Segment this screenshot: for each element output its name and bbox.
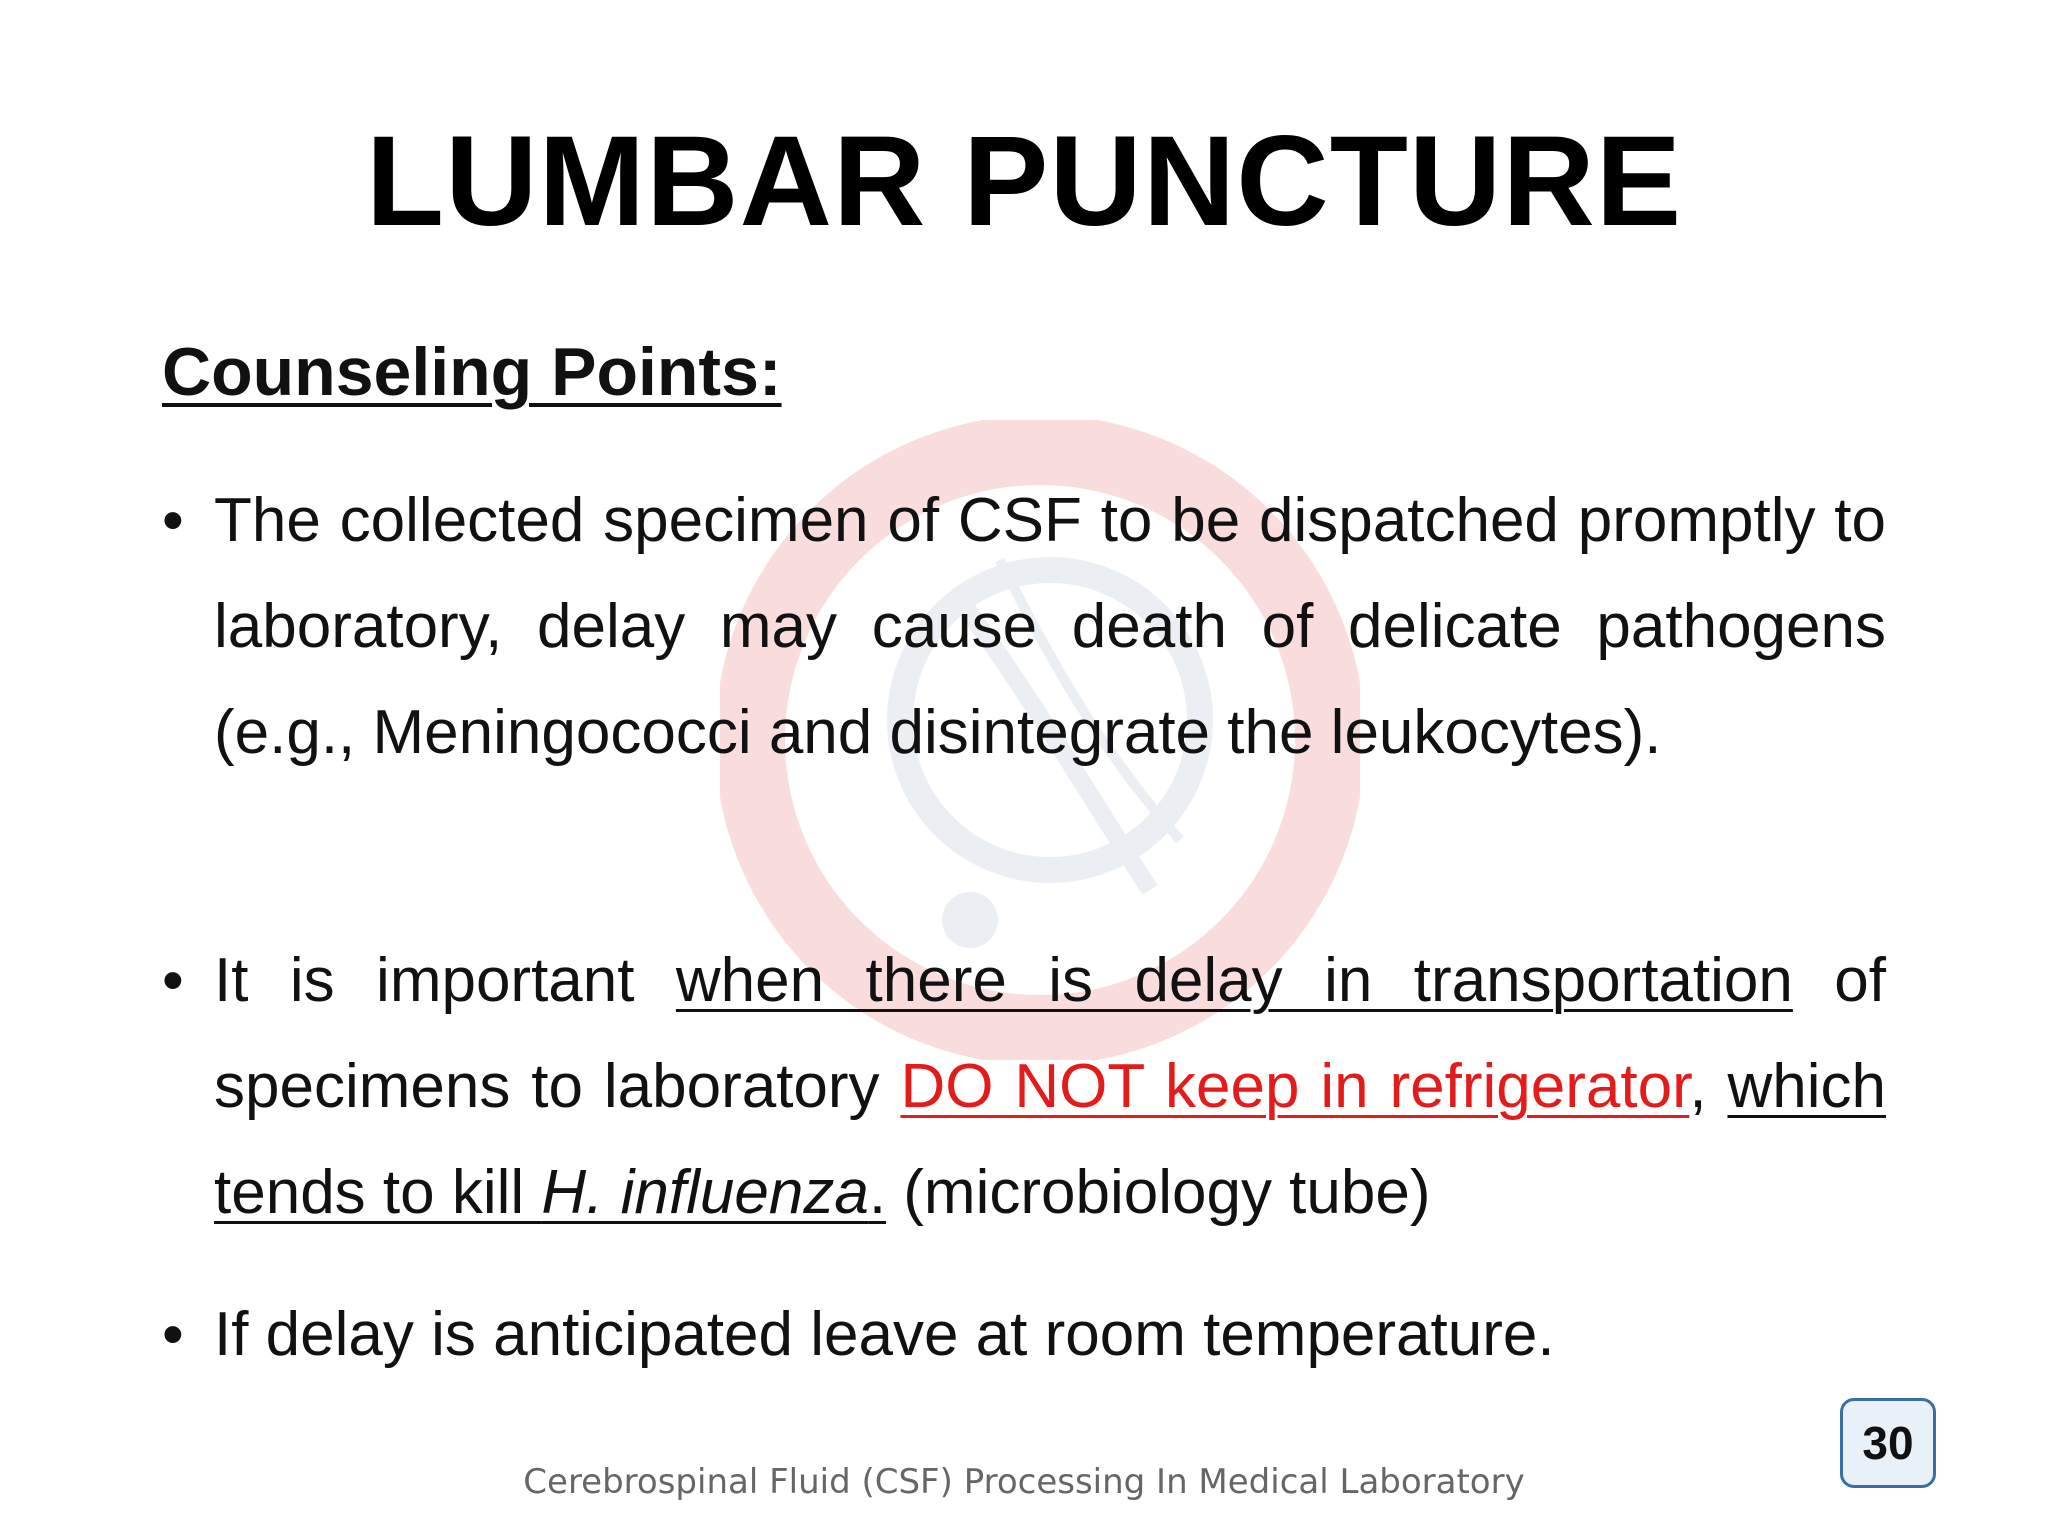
text-run: (microbiology tube): [886, 1158, 1431, 1227]
text-run: It is important: [214, 946, 676, 1015]
bullet-item: [162, 1282, 1886, 1388]
underlined-text: which tends to kill: [214, 1052, 1886, 1227]
underlined-text: .: [868, 1158, 887, 1227]
bullet-text: [214, 928, 1886, 1246]
bullet-dot: •: [162, 486, 184, 555]
text-run: ,: [1689, 1052, 1707, 1121]
bullet-dot: •: [162, 1300, 184, 1369]
bullet-item: [162, 928, 1886, 1246]
slide-title: LUMBAR PUNCTURE: [365, 110, 1683, 253]
slide-footer: Cerebrospinal Fluid (CSF) Processing In Medical Laboratory: [523, 1462, 1525, 1502]
text-run: of specimens to laboratory: [214, 946, 1886, 1121]
organism-name: H. influenza: [541, 1158, 869, 1227]
bullet-text: The collected specimen of CSF to be dispatched promptly to laboratory, delay may cause death of delicate pathogens (e.g., Meningococci and disintegrate the leukocytes).: [214, 486, 1886, 767]
section-heading: Counseling Points:: [162, 334, 782, 410]
bullet-item: [162, 468, 1886, 786]
underlined-text: when there is delay in transportation: [675, 946, 1793, 1015]
warning-text: DO NOT keep in refrigerator: [900, 1052, 1690, 1121]
page-number-badge: 30: [1840, 1398, 1936, 1488]
bullet-dot: •: [162, 946, 184, 1015]
bullet-text: If delay is anticipated leave at room temperature.: [214, 1300, 1555, 1369]
